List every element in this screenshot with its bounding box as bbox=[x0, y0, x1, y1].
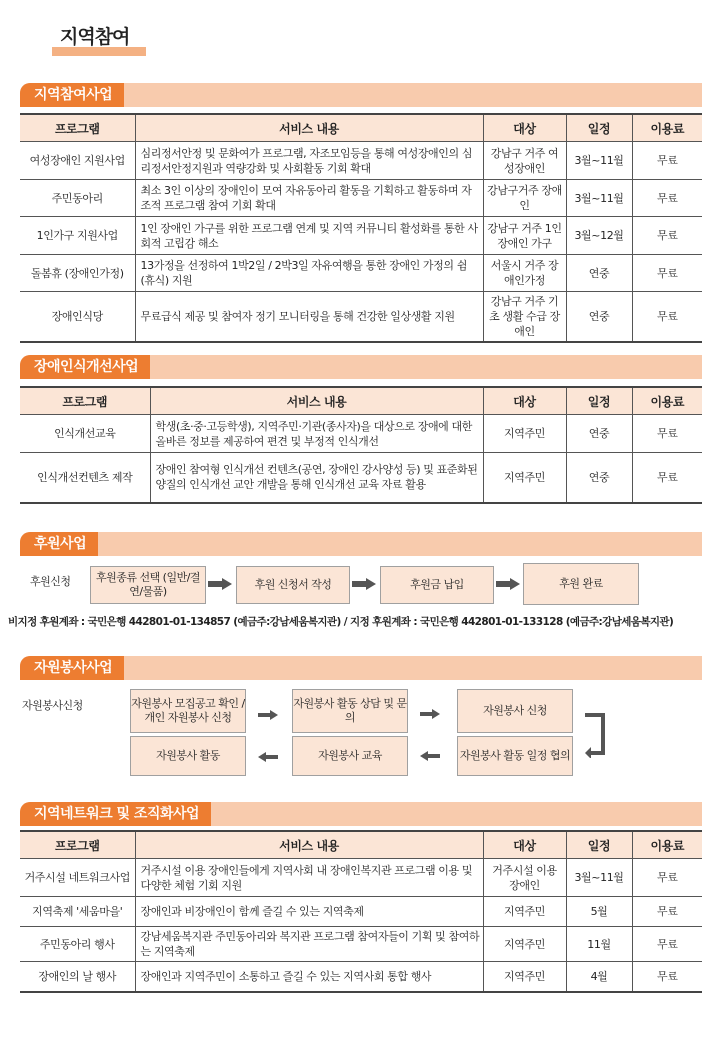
schedule-cell: 연중 bbox=[566, 453, 632, 503]
section-header-community bbox=[20, 83, 702, 107]
table-row bbox=[20, 859, 702, 897]
table-header-row bbox=[20, 114, 702, 142]
program-cell: 1인가구 지원사업 bbox=[20, 217, 135, 255]
description-cell: 거주시설 이용 장애인들에게 지역사회 내 장애인복지관 프로그램 이용 및 다양한 체험 기회 지원 bbox=[135, 859, 483, 897]
schedule-cell: 3월~11월 bbox=[566, 142, 632, 180]
awareness-program-table bbox=[20, 386, 702, 504]
description-cell: 1인 장애인 가구를 위한 프로그램 연계 및 지역 커뮤니티 활성화를 통한 사회적 고립감 해소 bbox=[135, 217, 483, 255]
section-title: 후원사업 bbox=[20, 532, 98, 556]
volunteer-apply-label: 자원봉사신청 bbox=[22, 699, 83, 712]
table-row bbox=[20, 962, 702, 992]
volunteer-step-5: 자원봉사 교육 bbox=[292, 736, 408, 776]
program-cell: 인식개선교육 bbox=[20, 415, 150, 453]
fee-cell: 무료 bbox=[632, 927, 702, 962]
target-cell: 거주시설 이용 장애인 bbox=[483, 859, 566, 897]
schedule-cell: 3월~11월 bbox=[566, 180, 632, 217]
table-row bbox=[20, 927, 702, 962]
column-header: 서비스 내용 bbox=[135, 831, 483, 859]
section-title: 지역참여사업 bbox=[20, 83, 124, 107]
column-header: 이용료 bbox=[632, 114, 702, 142]
table-row bbox=[20, 180, 702, 217]
schedule-cell: 연중 bbox=[566, 255, 632, 292]
fee-cell: 무료 bbox=[632, 415, 702, 453]
column-header: 대상 bbox=[483, 387, 566, 415]
section-title: 지역네트워크 및 조직화사업 bbox=[20, 802, 211, 826]
sponsor-step-3: 후원금 납입 bbox=[380, 566, 494, 604]
schedule-cell: 5월 bbox=[566, 897, 632, 927]
target-cell: 지역주민 bbox=[483, 962, 566, 992]
fee-cell: 무료 bbox=[632, 180, 702, 217]
column-header: 이용료 bbox=[632, 831, 702, 859]
schedule-cell: 3월~12월 bbox=[566, 217, 632, 255]
program-cell: 돌봄휴 (장애인가정) bbox=[20, 255, 135, 292]
section-title: 장애인식개선사업 bbox=[20, 355, 150, 379]
table-row bbox=[20, 453, 702, 503]
target-cell: 강남구 거주 1인 장애인 가구 bbox=[483, 217, 566, 255]
fee-cell: 무료 bbox=[632, 453, 702, 503]
program-cell: 주민동아리 행사 bbox=[20, 927, 135, 962]
fee-cell: 무료 bbox=[632, 142, 702, 180]
table-row bbox=[20, 292, 702, 343]
column-header: 서비스 내용 bbox=[135, 114, 483, 142]
program-cell: 여성장애인 지원사업 bbox=[20, 142, 135, 180]
table-row bbox=[20, 255, 702, 292]
target-cell: 지역주민 bbox=[483, 415, 566, 453]
turn-down-arrow-icon bbox=[585, 712, 607, 758]
sponsor-step-2: 후원 신청서 작성 bbox=[236, 566, 350, 604]
column-header: 프로그램 bbox=[20, 114, 135, 142]
section-header-awareness bbox=[20, 355, 702, 379]
network-program-table bbox=[20, 830, 702, 993]
volunteer-step-6: 자원봉사 활동 bbox=[130, 736, 246, 776]
description-cell: 학생(초·중·고등학생), 지역주민·기관(종사자)을 대상으로 장애에 대한 올바른 정보를 제공하여 편견 및 부정적 인식개선 bbox=[150, 415, 483, 453]
schedule-cell: 4월 bbox=[566, 962, 632, 992]
target-cell: 지역주민 bbox=[483, 453, 566, 503]
fee-cell: 무료 bbox=[632, 962, 702, 992]
volunteer-step-2: 자원봉사 활동 상담 및 문의 bbox=[292, 689, 408, 733]
left-arrow-icon bbox=[420, 751, 440, 761]
target-cell: 서울시 거주 장애인가정 bbox=[483, 255, 566, 292]
program-cell: 장애인의 날 행사 bbox=[20, 962, 135, 992]
schedule-cell: 연중 bbox=[566, 292, 632, 343]
section-header-volunteer bbox=[20, 656, 702, 680]
column-header: 일정 bbox=[566, 387, 632, 415]
column-header: 일정 bbox=[566, 831, 632, 859]
table-row bbox=[20, 142, 702, 180]
column-header: 이용료 bbox=[632, 387, 702, 415]
right-arrow-icon bbox=[496, 578, 520, 590]
column-header: 서비스 내용 bbox=[150, 387, 483, 415]
section-header-network bbox=[20, 802, 702, 826]
left-arrow-icon bbox=[258, 752, 278, 762]
program-cell: 인식개선컨텐츠 제작 bbox=[20, 453, 150, 503]
description-cell: 강남세움복지관 주민동아리와 복지관 프로그램 참여자들이 기획 및 참여하는 지역축제 bbox=[135, 927, 483, 962]
description-cell: 장애인과 지역주민이 소통하고 즐길 수 있는 지역사회 통합 행사 bbox=[135, 962, 483, 992]
volunteer-step-3: 자원봉사 신청 bbox=[457, 689, 573, 733]
target-cell: 지역주민 bbox=[483, 927, 566, 962]
page-title bbox=[52, 18, 146, 58]
column-header: 프로그램 bbox=[20, 387, 150, 415]
table-row bbox=[20, 217, 702, 255]
description-cell: 최소 3인 이상의 장애인이 모여 자유동아리 활동을 기획하고 활동하며 자조적 프로그램 참여 기회 확대 bbox=[135, 180, 483, 217]
table-row bbox=[20, 897, 702, 927]
program-cell: 장애인식당 bbox=[20, 292, 135, 343]
section-title: 자원봉사사업 bbox=[20, 656, 124, 680]
right-arrow-icon bbox=[258, 710, 278, 720]
column-header: 대상 bbox=[483, 114, 566, 142]
target-cell: 강남구거주 장애인 bbox=[483, 180, 566, 217]
schedule-cell: 3월~11월 bbox=[566, 859, 632, 897]
sponsor-account-info: 비지정 후원계좌 : 국민은행 442801-01-134857 (예금주:강남세움복지관) / 지정 후원계좌 : 국민은행 442801-01-133128 (예금주:강남세움복지관) bbox=[8, 616, 674, 628]
page-title-text: 지역참여 bbox=[60, 26, 130, 48]
fee-cell: 무료 bbox=[632, 897, 702, 927]
description-cell: 장애인과 비장애인이 함께 즐길 수 있는 지역축제 bbox=[135, 897, 483, 927]
program-cell: 주민동아리 bbox=[20, 180, 135, 217]
schedule-cell: 11월 bbox=[566, 927, 632, 962]
section-header-sponsor bbox=[20, 532, 702, 556]
description-cell: 심리정서안정 및 문화여가 프로그램, 자조모임등을 통해 여성장애인의 심리정서안정지원과 역량강화 및 사회활동 기회 확대 bbox=[135, 142, 483, 180]
fee-cell: 무료 bbox=[632, 292, 702, 343]
target-cell: 강남구 거주 여성장애인 bbox=[483, 142, 566, 180]
table-row bbox=[20, 415, 702, 453]
description-cell: 무료급식 제공 및 참여자 정기 모니터링을 통해 건강한 일상생활 지원 bbox=[135, 292, 483, 343]
fee-cell: 무료 bbox=[632, 255, 702, 292]
table-header-row bbox=[20, 387, 702, 415]
sponsor-apply-label: 후원신청 bbox=[30, 575, 71, 588]
column-header: 일정 bbox=[566, 114, 632, 142]
sponsor-step-1: 후원종류 선택 (일반/결연/물품) bbox=[90, 566, 206, 604]
volunteer-step-1: 자원봉사 모집공고 확인 / 개인 자원봉사 신청 bbox=[130, 689, 246, 733]
right-arrow-icon bbox=[352, 578, 376, 590]
program-cell: 거주시설 네트워크사업 bbox=[20, 859, 135, 897]
sponsor-step-4: 후원 완료 bbox=[523, 563, 639, 605]
description-cell: 장애인 참여형 인식개선 컨텐츠(공연, 장애인 강사양성 등) 및 표준화된 양질의 인식개선 교안 개발을 통해 인식개선 교육 자료 활용 bbox=[150, 453, 483, 503]
right-arrow-icon bbox=[208, 578, 232, 590]
program-cell: 지역축제 '세움마을' bbox=[20, 897, 135, 927]
target-cell: 지역주민 bbox=[483, 897, 566, 927]
column-header: 대상 bbox=[483, 831, 566, 859]
community-program-table bbox=[20, 113, 702, 343]
right-arrow-icon bbox=[420, 709, 440, 719]
table-header-row bbox=[20, 831, 702, 859]
description-cell: 13가정을 선정하여 1박2일 / 2박3일 자유여행을 통한 장애인 가정의 쉼(휴식) 지원 bbox=[135, 255, 483, 292]
column-header: 프로그램 bbox=[20, 831, 135, 859]
fee-cell: 무료 bbox=[632, 217, 702, 255]
target-cell: 강남구 거주 기초 생활 수급 장애인 bbox=[483, 292, 566, 343]
fee-cell: 무료 bbox=[632, 859, 702, 897]
schedule-cell: 연중 bbox=[566, 415, 632, 453]
volunteer-step-4: 자원봉사 활동 일정 협의 bbox=[457, 736, 573, 776]
